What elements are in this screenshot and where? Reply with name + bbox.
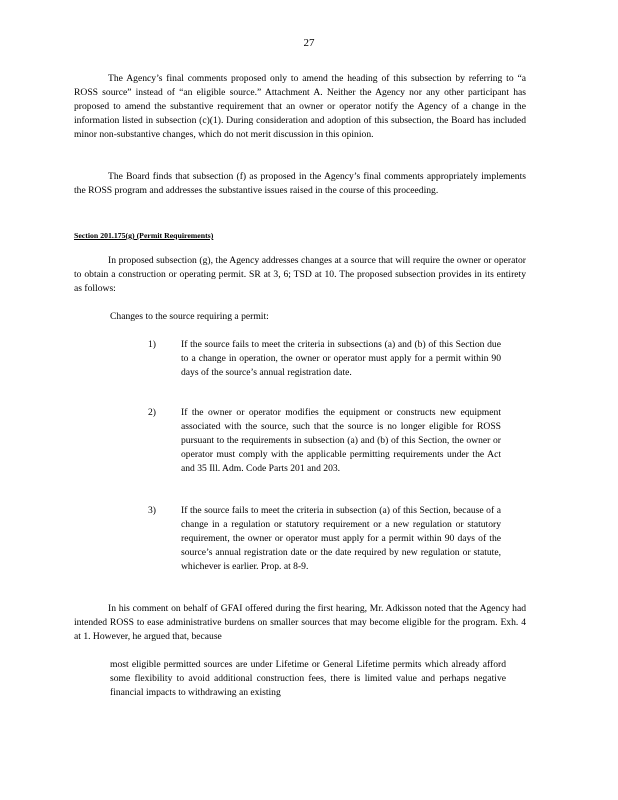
paragraph: In his comment on behalf of GFAI offered during the first hearing, Mr. Adkisson noted that the Agency had intended ROSS to ease administrative burdens on smaller sources that may become eligible for the program. Exh. 4 at 1. However, he argued that, because [74,603,526,642]
block-quote: most eligible permitted sources are under Lifetime or General Lifetime permits which already afford some flexibility to avoid additional construction fees, there is limited value and perhaps negative financial impacts to withdrawing an existing [110,659,506,698]
list-item-number: 1) [148,339,156,350]
paragraph: The Board finds that subsection (f) as proposed in the Agency’s final comments appropriately implements the ROSS program and addresses the substantive issues raised in the course of this proceeding. [74,171,526,196]
list-item-number: 2) [148,407,156,418]
list-item-text: If the source fails to meet the criteria in subsection (a) of this Section, because of a change in a regulation or statutory requirement or a new regulation or statutory requirement, the owner or operator must apply for a permit within 90 days of the source’s annual registration date or the date required by new regulation or statute, whichever is earlier. Prop. at 8-9. [181,505,501,572]
list-item-text: If the owner or operator modifies the equipment or constructs new equipment associated with the source, such that the source is no longer eligible for ROSS pursuant to the requirements in subsection (a) and (b) of this Section, the owner or operator must comply with the applicable permitting requirements under the Act and 35 Ill. Adm. Code Parts 201 and 203. [181,407,501,474]
list-intro: Changes to the source requiring a permit: [110,311,269,322]
list-item-number: 3) [148,505,156,516]
paragraph: The Agency’s final comments proposed only to amend the heading of this subsection by referring to “a ROSS source” instead of “an eligible source.” Attachment A. Neither the Agency nor any other participant has proposed to amend the substantive requirement that an owner or operator notify the Agency of a change in the information listed in subsection (c)(1). During consideration and adoption of this subsection, the Board has included minor non-substantive changes, which do not merit discussion in this opinion. [74,73,526,140]
section-heading: Section 201.175(g) (Permit Requirements) [74,231,214,240]
paragraph: In proposed subsection (g), the Agency addresses changes at a source that will require the owner or operator to obtain a construction or operating permit. SR at 3, 6; TSD at 10. The proposed subsection provides in its entirety as follows: [74,255,526,294]
list-item-text: If the source fails to meet the criteria in subsections (a) and (b) of this Section due to a change in operation, the owner or operator must apply for a permit within 90 days of the source’s annual registration date. [181,339,501,378]
page-number: 27 [303,37,315,49]
